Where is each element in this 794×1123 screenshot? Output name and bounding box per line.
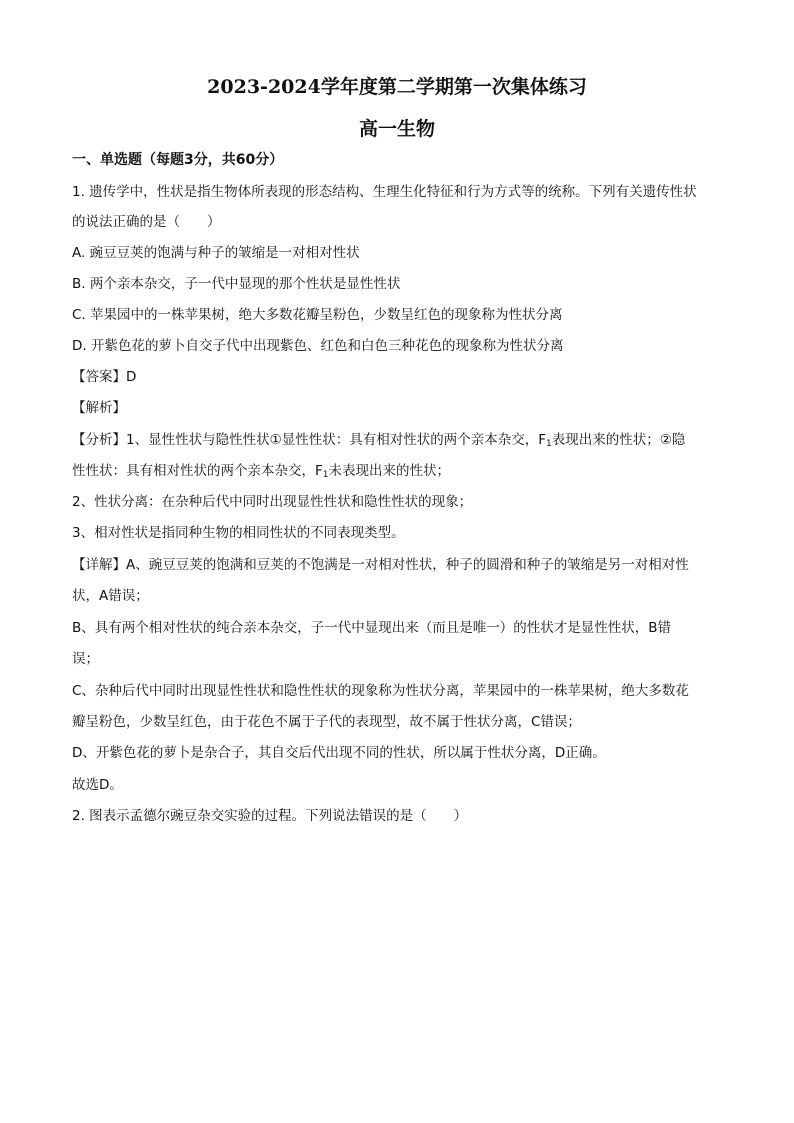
analysis-line-1-text: 【分析】1、显性性状与隐性性状①显性性状：具有相对性状的两个亲本杂交，F bbox=[72, 432, 546, 448]
detail-line-7: D、开紫色花的萝卜是杂合子，其自交后代出现不同的性状，所以属于性状分离，D正确。 bbox=[72, 745, 606, 761]
document-subtitle: 高一生物 bbox=[358, 118, 435, 140]
answer: 【答案】D bbox=[72, 369, 137, 385]
analysis-line-1-text-b: 表现出来的性状；②隐 bbox=[551, 432, 686, 448]
subscript: 1 bbox=[322, 470, 329, 480]
analysis-line-1 bbox=[72, 430, 685, 454]
subscript: 1 bbox=[545, 439, 552, 449]
analysis-line-2-text-b: 未表现出来的性状； bbox=[328, 463, 450, 479]
question-1-stem-line-1: 1. 遗传学中，性状是指生物体所表现的形态结构、生理生化特征和行为方式等的统称。下列有关遗传性状 bbox=[72, 184, 697, 200]
document-title: 2023-2024学年度第二学期第一次集体练习 bbox=[207, 76, 587, 98]
analysis-line-3: 2、性状分离：在杂种后代中同时出现显性性状和隐性性状的现象； bbox=[72, 494, 473, 510]
question-1-option-b: B. 两个亲本杂交，子一代中显现的那个性状是显性性状 bbox=[72, 276, 401, 292]
question-1-option-d: D. 开紫色花的萝卜自交子代中出现紫色、红色和白色三种花色的现象称为性状分离 bbox=[72, 338, 564, 354]
question-1-stem-line-2: 的说法正确的是（ ） bbox=[72, 214, 221, 230]
detail-line-4: 误； bbox=[72, 651, 99, 667]
question-1-option-c: C. 苹果园中的一株苹果树，绝大多数花瓣呈粉色，少数呈红色的现象称为性状分离 bbox=[72, 307, 563, 323]
detail-line-1: 【详解】A、豌豆豆荚的饱满和豆荚的不饱满是一对相对性状，种子的圆滑和种子的皱缩是另一对相对性 bbox=[72, 557, 689, 573]
analysis-label: 【解析】 bbox=[72, 400, 126, 416]
question-1-option-a: A. 豌豆豆荚的饱满与种子的皱缩是一对相对性状 bbox=[72, 245, 360, 261]
analysis-line-2-text: 性性状：具有相对性状的两个亲本杂交，F bbox=[72, 463, 323, 479]
detail-line-2: 状，A错误； bbox=[72, 588, 149, 604]
detail-line-5: C、杂种后代中同时出现显性性状和隐性性状的现象称为性状分离，苹果园中的一株苹果树，绝大多数花 bbox=[72, 683, 689, 699]
analysis-line-4: 3、相对性状是指同种生物的相同性状的不同表现类型。 bbox=[72, 525, 405, 541]
detail-line-3: B、具有两个相对性状的纯合亲本杂交，子一代中显现出来（而且是唯一）的性状才是显性性状，B错 bbox=[72, 620, 672, 636]
question-2-stem: 2. 图表示孟德尔豌豆杂交实验的过程。下列说法错误的是（ ） bbox=[72, 808, 468, 824]
detail-line-6: 瓣呈粉色，少数呈红色，由于花色不属于子代的表现型，故不属于性状分离，C错误； bbox=[72, 714, 581, 730]
section-heading: 一、单选题（每题3分，共60分） bbox=[72, 152, 284, 168]
conclusion: 故选D。 bbox=[72, 777, 123, 793]
analysis-line-2 bbox=[72, 461, 450, 485]
